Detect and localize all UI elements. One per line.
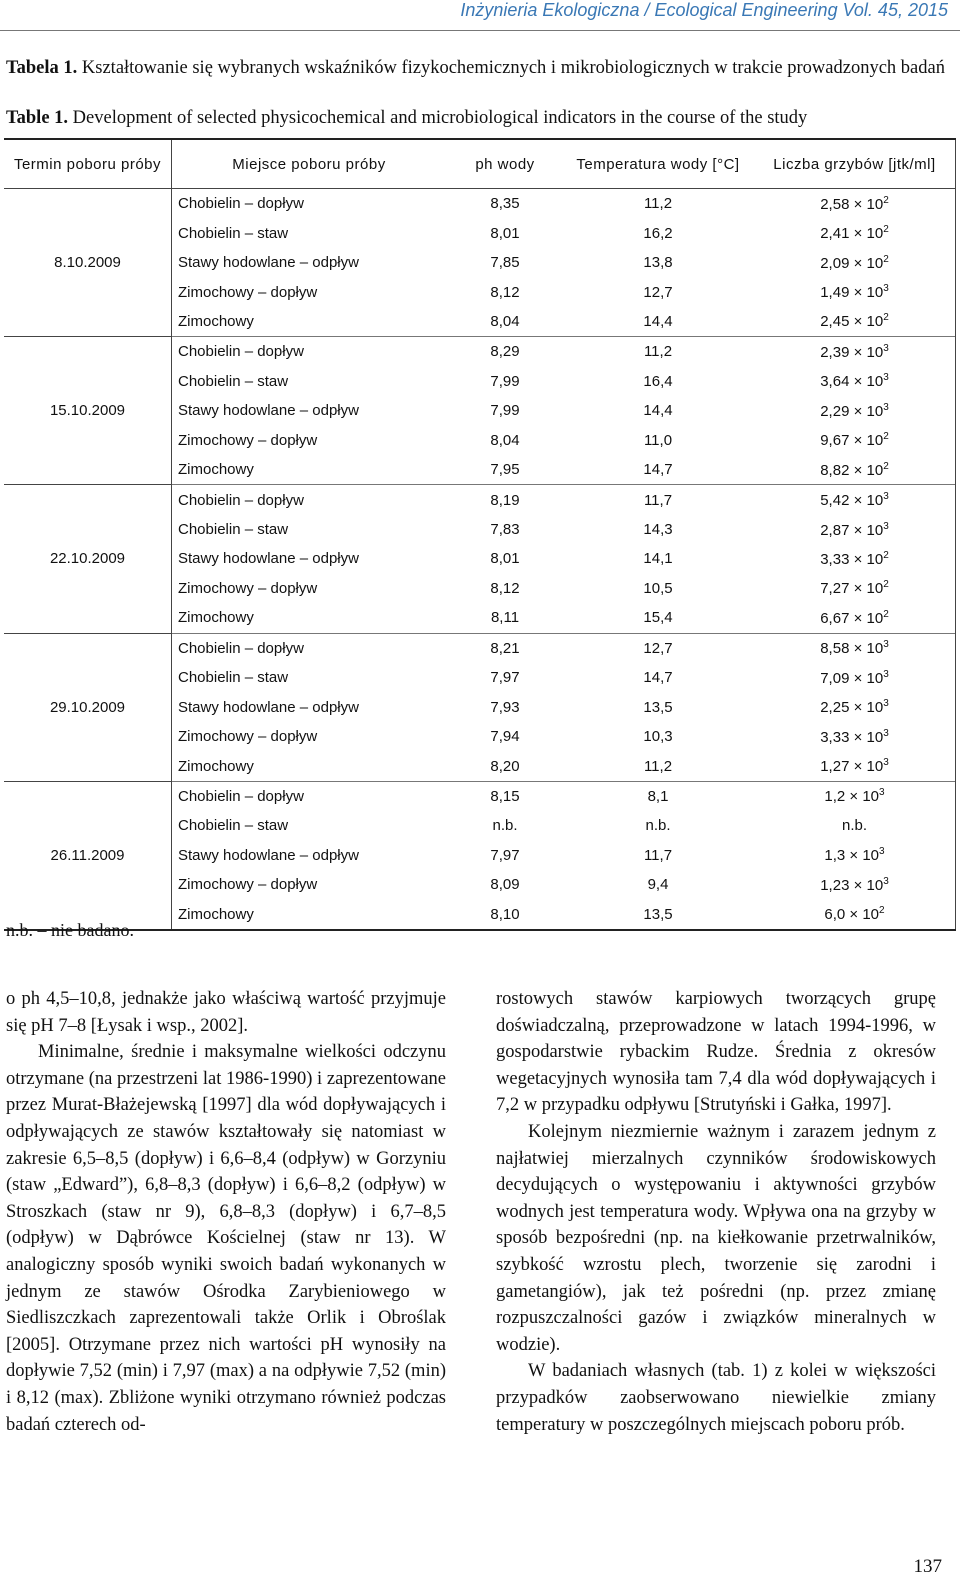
cell-fungi-count bbox=[754, 633, 956, 663]
times-ten: × 10 bbox=[849, 699, 884, 717]
body-paragraph: Minimalne, średnie i maksymalne wielkości odczynu otrzymane (na przestrzeni lat 1986-1990) i zaprezentowane przez Murat-Błażejewską [1997] dla wód dopływających i odpływających ze stawów kształtowały się natomiast w zakresie 6,5–8,5 (dopływ) i 6,6–8,4 (odpływ) w Gorzyniu (staw „Edward”), 6,8–8,3 (dopływ) i 6,6–8,2 (odpływ) w Stroszkach (staw nr 9), 6,8–8,3 (dopływ) i 6,7–8,5 (odpływ) w Dąbrówce Kościelnej (staw nr 13). W analogiczny sposób wyniki swoich badań wykonanych w jednym ze stawów Ośrodka Zarybieniowego w Siedliszczkach zaprezentowali także Orlik i Obroślak [2005]. Otrzymane przez nich wartości pH wynosiły na dopływie 7,52 (min) i 7,97 (max) a na odpływie 7,52 (min) i 8,12 (max). Zbliżone wyniki otrzymano również podczas badań czterech od- bbox=[6, 1042, 446, 1435]
fungi-mantissa: 1,2 bbox=[824, 788, 846, 806]
cell-fungi-count bbox=[754, 870, 956, 899]
cell-fungi-count bbox=[754, 307, 956, 337]
table-row bbox=[4, 485, 956, 515]
times-ten: × 10 bbox=[849, 225, 884, 243]
fungi-exponent: 2 bbox=[883, 549, 889, 561]
cell-site: Zimochowy bbox=[172, 751, 449, 781]
times-ten: × 10 bbox=[849, 461, 884, 479]
cell-fungi-count bbox=[754, 574, 956, 603]
cell-fungi-count bbox=[754, 722, 956, 751]
cell-site: Zimochowy – dopływ bbox=[172, 277, 449, 306]
body-paragraph: Kolejnym niezmiernie ważnym i zarazem jednym z najłatwiej mierzalnych czynników środowiskowych decydujących o występowaniu i aktywności grzybów wodnych jest temperatura wody. Wpływa ona na grzyby w sposób bezpośredni (np. na kiełkowanie przetrwalników, szybkość wzrostu plech, tworzenie się zarodni i gametangiów), jak też pośredni (np. przez zmianę rozpuszczalności gazów i związków mineralnych w wodzie). bbox=[496, 1121, 936, 1355]
header-fungi-count: Liczba grzybów [jtk/ml] bbox=[754, 139, 956, 189]
header-rule bbox=[0, 30, 960, 31]
fungi-mantissa: 7,09 bbox=[820, 669, 850, 687]
table-note: n.b. – nie badano. bbox=[6, 920, 134, 940]
times-ten: × 10 bbox=[849, 580, 884, 598]
journal-header: Inżynieria Ekologiczna / Ecological Engineering Vol. 45, 2015 bbox=[460, 0, 948, 20]
cell-ph: 8,04 bbox=[490, 312, 520, 330]
cell-ph: 7,97 bbox=[490, 669, 520, 687]
cell-fungi-count bbox=[754, 396, 956, 425]
fungi-mantissa: 3,64 bbox=[820, 373, 850, 391]
body-column-right bbox=[496, 986, 936, 1438]
fungi-mantissa: 5,42 bbox=[820, 492, 850, 510]
cell-temperature: 12,7 bbox=[643, 283, 673, 301]
cell-fungi-count bbox=[754, 663, 956, 692]
times-ten: × 10 bbox=[849, 521, 884, 539]
times-ten: × 10 bbox=[849, 876, 884, 894]
table-row bbox=[4, 633, 956, 663]
cell-temperature: 11,7 bbox=[562, 485, 754, 515]
cell-temperature: 14,1 bbox=[643, 550, 673, 568]
table-header-row bbox=[4, 139, 956, 189]
cell-fungi-count bbox=[754, 751, 956, 781]
body-paragraph: rostowych stawów karpiowych tworzących grupę doświadczalną, przeprowadzone w latach 1994-1996, w gospodarstwie rybackim Rudze. Średnia z okresów wegetacyjnych wynosiła tam 7,4 dla wód dopływających i 7,2 w przypadku odpływu [Strutyński i Gałka, 1997]. bbox=[496, 989, 936, 1116]
fungi-mantissa: 2,39 bbox=[820, 343, 850, 361]
table-row bbox=[4, 781, 956, 811]
cell-site: Zimochowy – dopływ bbox=[172, 722, 449, 751]
cell-site: Chobielin – staw bbox=[172, 663, 449, 692]
fungi-mantissa: 8,58 bbox=[820, 640, 850, 658]
cell-ph: 8,20 bbox=[490, 757, 520, 775]
cell-ph: 8,12 bbox=[490, 283, 520, 301]
fungi-exponent: 2 bbox=[883, 194, 889, 206]
fungi-mantissa: 1,49 bbox=[820, 284, 850, 302]
fungi-exponent: 3 bbox=[883, 372, 889, 384]
fungi-exponent: 2 bbox=[883, 431, 889, 443]
cell-date: 26.11.2009 bbox=[4, 781, 172, 930]
body-column-left bbox=[6, 986, 446, 1438]
cell-ph: 8,11 bbox=[490, 609, 520, 627]
cell-fungi-count bbox=[754, 337, 956, 367]
cell-site: Chobielin – dopływ bbox=[172, 485, 449, 515]
times-ten: × 10 bbox=[845, 788, 880, 806]
cell-temperature: 13,5 bbox=[643, 698, 673, 716]
cell-temperature: 10,5 bbox=[643, 579, 673, 597]
cell-temperature: 11,2 bbox=[643, 195, 673, 213]
cell-date: 8.10.2009 bbox=[4, 189, 172, 337]
fungi-exponent: 3 bbox=[883, 401, 889, 413]
times-ten: × 10 bbox=[849, 669, 884, 687]
cell-ph: 7,97 bbox=[490, 846, 520, 864]
times-ten: × 10 bbox=[849, 402, 884, 420]
fungi-mantissa: 3,33 bbox=[820, 550, 850, 568]
cell-ph: 7,94 bbox=[490, 728, 520, 746]
cell-fungi-count bbox=[754, 485, 956, 515]
fungi-exponent: 3 bbox=[879, 846, 885, 858]
cell-site: Zimochowy – dopływ bbox=[172, 574, 449, 603]
cell-temperature: 14,7 bbox=[643, 461, 673, 479]
cell-site: Chobielin – staw bbox=[172, 811, 449, 840]
caption-label-pl: Tabela 1. bbox=[6, 58, 78, 78]
fungi-exponent: 2 bbox=[883, 608, 889, 620]
fungi-mantissa: 2,87 bbox=[820, 521, 850, 539]
times-ten: × 10 bbox=[849, 758, 884, 776]
cell-site: Chobielin – dopływ bbox=[172, 781, 449, 811]
fungi-exponent: 3 bbox=[883, 520, 889, 532]
times-ten: × 10 bbox=[849, 609, 884, 627]
fungi-exponent: 3 bbox=[883, 757, 889, 769]
cell-temperature: 14,4 bbox=[643, 402, 673, 420]
cell-fungi-count bbox=[754, 841, 956, 870]
fungi-exponent: 3 bbox=[883, 875, 889, 887]
fungi-exponent: 3 bbox=[883, 698, 889, 710]
cell-temperature: 8,1 bbox=[562, 781, 754, 811]
cell-temperature: 9,4 bbox=[647, 876, 669, 894]
cell-temperature: 10,3 bbox=[643, 728, 673, 746]
cell-site: Chobielin – staw bbox=[172, 515, 449, 544]
times-ten: × 10 bbox=[849, 550, 884, 568]
fungi-mantissa: 6,0 bbox=[824, 906, 846, 924]
fungi-exponent: 3 bbox=[883, 283, 889, 295]
cell-ph: 7,99 bbox=[490, 372, 520, 390]
caption-text-pl: Kształtowanie się wybranych wskaźników fizykochemicznych i mikrobiologicznych w trakcie prowadzonych badań bbox=[77, 58, 945, 78]
cell-fungi-count bbox=[754, 189, 956, 219]
cell-temperature: 13,5 bbox=[643, 905, 673, 923]
fungi-exponent: 3 bbox=[883, 491, 889, 503]
fungi-exponent: 3 bbox=[883, 639, 889, 651]
times-ten: × 10 bbox=[849, 728, 884, 746]
cell-ph: 8,09 bbox=[490, 876, 520, 894]
cell-fungi-count bbox=[754, 367, 956, 396]
cell-temperature: 11,2 bbox=[562, 337, 754, 367]
body-paragraph: o ph 4,5–10,8, jednakże jako właściwą wartość przyjmuje się pH 7–8 [Łysak i wsp., 2002]. bbox=[6, 989, 446, 1036]
table-row bbox=[4, 337, 956, 367]
fungi-mantissa: 2,09 bbox=[820, 254, 850, 272]
cell-ph: 7,93 bbox=[490, 698, 520, 716]
cell-temperature: 11,2 bbox=[643, 757, 673, 775]
cell-date: 22.10.2009 bbox=[4, 485, 172, 633]
cell-temperature: 14,4 bbox=[643, 312, 673, 330]
times-ten: × 10 bbox=[849, 432, 884, 450]
cell-temperature: 13,8 bbox=[643, 254, 673, 272]
cell-ph: 8,10 bbox=[490, 905, 520, 923]
cell-ph: 7,95 bbox=[490, 461, 520, 479]
cell-ph: 8,19 bbox=[448, 485, 562, 515]
header-ph: ph wody bbox=[448, 139, 562, 189]
times-ten: × 10 bbox=[849, 373, 884, 391]
header-temperature: Temperatura wody [°C] bbox=[562, 139, 754, 189]
fungi-mantissa: 7,27 bbox=[820, 580, 850, 598]
cell-ph: 7,85 bbox=[490, 254, 520, 272]
data-table bbox=[4, 138, 956, 931]
fungi-mantissa: 9,67 bbox=[820, 432, 850, 450]
cell-fungi-count bbox=[754, 781, 956, 811]
times-ten: × 10 bbox=[849, 313, 884, 331]
times-ten: × 10 bbox=[849, 492, 884, 510]
fungi-mantissa: 2,25 bbox=[820, 699, 850, 717]
caption-label-en: Table 1. bbox=[6, 108, 69, 128]
cell-site: Stawy hodowlane – odpływ bbox=[172, 396, 449, 425]
cell-site: Chobielin – dopływ bbox=[172, 189, 449, 219]
cell-site: Zimochowy – dopływ bbox=[172, 426, 449, 455]
fungi-mantissa: 2,58 bbox=[820, 195, 850, 213]
cell-site: Chobielin – staw bbox=[172, 218, 449, 247]
cell-site: Zimochowy – dopływ bbox=[172, 870, 449, 899]
cell-fungi-count bbox=[754, 544, 956, 573]
page-number: 137 bbox=[913, 1556, 942, 1577]
times-ten: × 10 bbox=[849, 284, 884, 302]
times-ten: × 10 bbox=[849, 640, 884, 658]
cell-fungi-count bbox=[754, 900, 956, 930]
cell-temperature: n.b. bbox=[645, 817, 671, 835]
header-site: Miejsce poboru próby bbox=[172, 139, 449, 189]
times-ten: × 10 bbox=[845, 906, 880, 924]
table-caption-pl bbox=[6, 56, 950, 80]
fungi-exponent: 2 bbox=[883, 253, 889, 265]
cell-ph: 8,04 bbox=[490, 431, 520, 449]
cell-site: Stawy hodowlane – odpływ bbox=[172, 544, 449, 573]
cell-ph: 8,12 bbox=[490, 579, 520, 597]
cell-temperature: 14,7 bbox=[643, 669, 673, 687]
cell-ph: 8,29 bbox=[448, 337, 562, 367]
cell-temperature: 15,4 bbox=[643, 609, 673, 627]
cell-ph: 7,83 bbox=[490, 521, 520, 539]
cell-fungi-count bbox=[754, 455, 956, 485]
times-ten: × 10 bbox=[849, 343, 884, 361]
cell-fungi-count bbox=[754, 218, 956, 247]
cell-ph: 7,99 bbox=[490, 402, 520, 420]
cell-temperature: 11,7 bbox=[643, 846, 673, 864]
fungi-mantissa: 6,67 bbox=[820, 609, 850, 627]
header-date: Termin poboru próby bbox=[4, 139, 172, 189]
cell-site: Stawy hodowlane – odpływ bbox=[172, 248, 449, 277]
cell-fungi-count bbox=[754, 603, 956, 633]
cell-ph: 8,35 bbox=[490, 195, 520, 213]
fungi-exponent: 2 bbox=[883, 460, 889, 472]
fungi-mantissa: n.b. bbox=[841, 817, 868, 835]
cell-date: 15.10.2009 bbox=[4, 337, 172, 485]
fungi-mantissa: 2,29 bbox=[820, 402, 850, 420]
cell-ph: n.b. bbox=[492, 817, 518, 835]
table-body bbox=[4, 189, 956, 930]
fungi-mantissa: 2,41 bbox=[820, 225, 850, 243]
cell-temperature: 11,0 bbox=[643, 431, 673, 449]
fungi-exponent: 3 bbox=[879, 787, 885, 799]
fungi-exponent: 2 bbox=[883, 224, 889, 236]
cell-ph: 8,01 bbox=[490, 224, 520, 242]
fungi-exponent: 3 bbox=[883, 668, 889, 680]
fungi-mantissa: 1,27 bbox=[820, 758, 850, 776]
cell-fungi-count bbox=[754, 426, 956, 455]
cell-temperature: 12,7 bbox=[562, 633, 754, 663]
cell-site: Chobielin – dopływ bbox=[172, 633, 449, 663]
fungi-mantissa: 1,23 bbox=[820, 876, 850, 894]
caption-text-en: Development of selected physicochemical and microbiological indicators in the course of the study bbox=[68, 108, 808, 128]
cell-date: 29.10.2009 bbox=[4, 633, 172, 781]
cell-temperature: 16,2 bbox=[643, 224, 673, 242]
cell-site: Chobielin – dopływ bbox=[172, 337, 449, 367]
fungi-exponent: 2 bbox=[879, 905, 885, 917]
cell-site: Zimochowy bbox=[172, 900, 449, 930]
fungi-mantissa: 3,33 bbox=[820, 728, 850, 746]
cell-ph: 8,21 bbox=[448, 633, 562, 663]
fungi-mantissa: 2,45 bbox=[820, 313, 850, 331]
cell-fungi-count bbox=[754, 515, 956, 544]
body-paragraph: W badaniach własnych (tab. 1) z kolei w większości przypadków zaobserwowano niewielkie zmiany temperatury w poszczególnych miejscach poboru prób. bbox=[496, 1361, 936, 1435]
times-ten: × 10 bbox=[845, 847, 880, 865]
fungi-mantissa: 8,82 bbox=[820, 461, 850, 479]
cell-temperature: 16,4 bbox=[643, 372, 673, 390]
times-ten: × 10 bbox=[849, 254, 884, 272]
cell-site: Zimochowy bbox=[172, 455, 449, 485]
cell-site: Chobielin – staw bbox=[172, 367, 449, 396]
cell-ph: 8,01 bbox=[490, 550, 520, 568]
table-row bbox=[4, 189, 956, 219]
cell-fungi-count bbox=[754, 248, 956, 277]
cell-fungi-count bbox=[754, 692, 956, 721]
cell-ph: 8,15 bbox=[448, 781, 562, 811]
table-caption-en bbox=[6, 106, 950, 130]
cell-site: Stawy hodowlane – odpływ bbox=[172, 692, 449, 721]
fungi-exponent: 3 bbox=[883, 342, 889, 354]
cell-fungi-count bbox=[754, 811, 956, 840]
cell-temperature: 14,3 bbox=[643, 521, 673, 539]
times-ten: × 10 bbox=[849, 195, 884, 213]
fungi-exponent: 2 bbox=[883, 579, 889, 591]
cell-site: Zimochowy bbox=[172, 603, 449, 633]
cell-site: Zimochowy bbox=[172, 307, 449, 337]
cell-fungi-count bbox=[754, 277, 956, 306]
fungi-exponent: 2 bbox=[883, 312, 889, 324]
fungi-mantissa: 1,3 bbox=[824, 847, 846, 865]
fungi-exponent: 3 bbox=[883, 727, 889, 739]
cell-site: Stawy hodowlane – odpływ bbox=[172, 841, 449, 870]
